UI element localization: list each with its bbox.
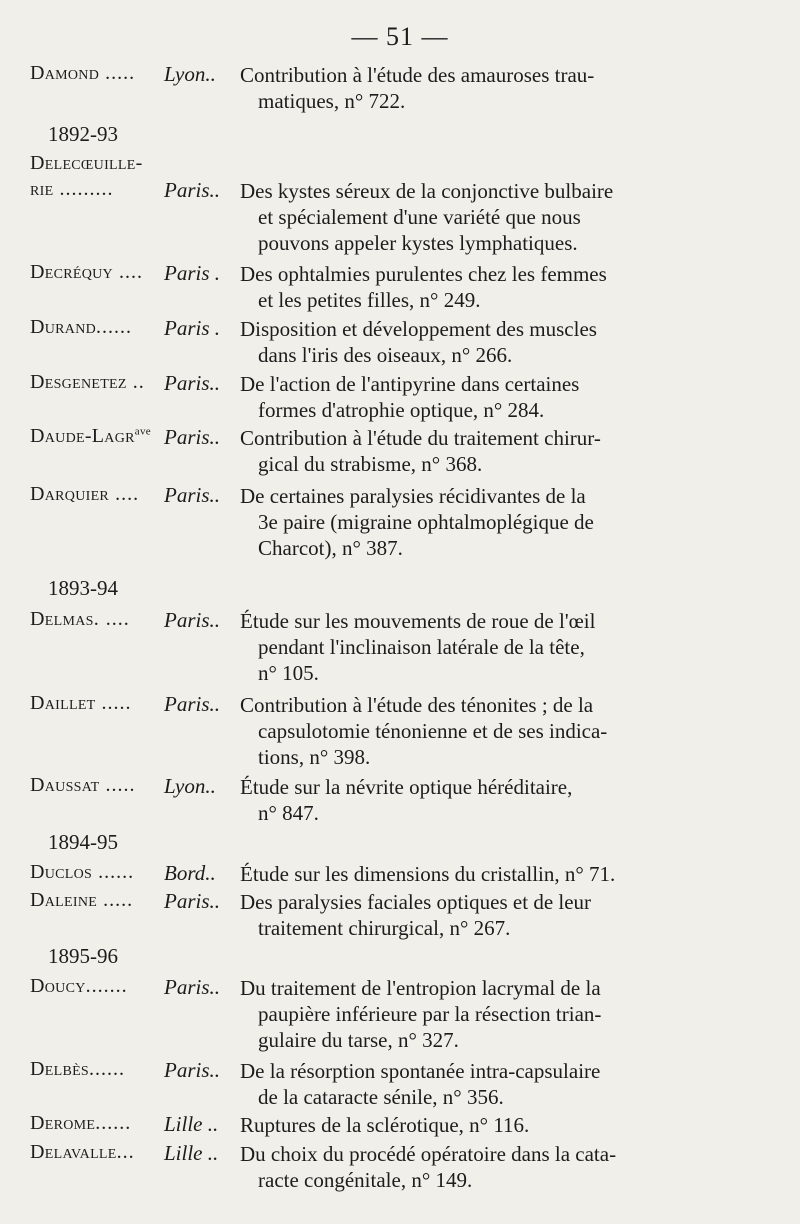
author-city: Paris.. [164,889,221,913]
author-name: Daillet [30,692,96,714]
author-city: Bord.. [164,861,216,885]
author-name: Delmas [30,608,94,630]
author-city: Paris.. [164,483,221,507]
thesis-title: Des kystes séreux de la conjonctive bulbaire et spécialement d'une variété que nous pouvons appeler kystes lymphatiques. [240,179,614,255]
author-city: Lyon.. [164,774,216,798]
author-name: Durand [30,316,97,338]
author-name: Derome [30,1112,96,1134]
thesis-title: Du traitement de l'entropion lacrymal de la paupière inférieure par la résection trian- gulaire du tarse, n° 327. [240,976,602,1052]
author-city: Paris.. [164,1058,221,1082]
author-name: Delecœuille- [30,152,143,174]
year-heading: 1892-93 [48,122,118,146]
author-city: Paris.. [164,425,221,449]
author-city: Paris.. [164,178,221,202]
author-name: Duclos [30,861,93,883]
thesis-title: Contribution à l'étude du traitement chirur- gical du strabisme, n° 368. [240,426,601,476]
author-name: Decréquy [30,261,113,283]
thesis-title: Étude sur la névrite optique héréditaire, n° 847. [240,775,573,825]
thesis-title: Des paralysies faciales optiques et de leur traitement chirurgical, n° 267. [240,890,592,940]
author-city: Paris.. [164,608,221,632]
author-name: Doucy [30,975,86,997]
year-heading: 1895-96 [48,944,118,968]
author-city: Paris . [164,316,221,340]
thesis-title: Contribution à l'étude des ténonites ; de la capsulotomie ténonienne et de ses indica- tions, n° 398. [240,693,608,769]
thesis-list: Damond ..... Lyon.. Contribution à l'étude des amauroses trau- matiques, n° 722. 1892-93 Delecœuille- rie ......... Paris.. Des kystes séreux de la conjonctive bulbaire et spécialement d'une variété que nous pouvons appeler kystes lymphatiques. Decréquy .... Paris . Des ophtalmies purulentes chez les femmes et les petites filles, n° 249. Durand...... Paris . Disposition et développement des muscles dans l'iris des oiseaux, n° 266. Desgenetez .. Paris.. De l'action de l'antipyrine dans certaines formes d'atrophie optique, n° 284. Daude-Lagr$^{ave}$ Paris.. Contribution à l'étude du traitement chirur- gical du strabisme, n° 368. Darquier .... Paris.. De certaines paralysies récidivantes de la 3e paire (migraine ophtalmoplégique de Charcot), n° 387. 1893-94 Delmas. .... Paris.. Étude sur les mouvements de roue de l'œil pendant l'inclinaison latérale de la tête, n° 105. Daillet ..... Paris.. Contribution à l'étude des ténonites ; de la capsulotomie ténonienne et de ses indica- tions, n° 398. Daussat ..... Lyon.. Étude sur la névrite optique héréditaire, n° 847. 1894-95 Duclos ...... Bord.. Étude sur les dimensions du cristallin, n° 71. Daleine ..... Paris.. Des paralysies faciales optiques et de leur traitement chirurgical, n° 267. 1895-96 Doucy....... Paris.. Du traitement de l'entropion lacrymal de la paupière inférieure par la résection trian- gulaire du tarse, n° 327. Delbès...... Paris.. De la résorption spontanée intra-capsulaire de la cataracte sénile, n° 356. Derome...... Lille .. Ruptures de la sclérotique, n° 116. Delavalle... Lille .. Du choix du procédé opératoire dans la cata- racte congénitale, n° 149. [0,0,800,1224]
thesis-title: De l'action de l'antipyrine dans certaines formes d'atrophie optique, n° 284. [240,372,580,422]
author-name: Delavalle [30,1141,117,1163]
year-heading: 1893-94 [48,576,118,600]
author-city: Paris . [164,261,221,285]
author-name: Daleine [30,889,98,911]
author-city: Paris.. [164,371,221,395]
author-name: Desgenetez [30,371,127,393]
thesis-title: Contribution à l'étude des amauroses trau- matiques, n° 722. [240,63,595,113]
author-name: Daussat [30,774,100,796]
thesis-title: Étude sur les mouvements de roue de l'œil pendant l'inclinaison latérale de la tête, n° 105. [240,609,596,685]
author-name: Darquier [30,483,110,505]
thesis-title: Des ophtalmies purulentes chez les femmes et les petites filles, n° 249. [240,262,607,312]
thesis-title: Ruptures de la sclérotique, n° 116. [240,1113,530,1137]
author-name: Damond [30,62,100,84]
thesis-title: Disposition et développement des muscles dans l'iris des oiseaux, n° 266. [240,317,597,367]
author-city: Lille .. [164,1112,219,1136]
author-city: Paris.. [164,975,221,999]
author-name-continued: rie [30,178,54,200]
author-city: Lille .. [164,1141,219,1165]
author-name: Daude-Lagr [30,425,135,447]
author-city: Paris.. [164,692,221,716]
author-name: Delbès [30,1058,90,1080]
year-heading: 1894-95 [48,830,118,854]
thesis-title: Étude sur les dimensions du cristallin, n° 71. [240,862,616,886]
author-city: Lyon.. [164,62,216,86]
thesis-title: De la résorption spontanée intra-capsulaire de la cataracte sénile, n° 356. [240,1059,601,1109]
page-number: — 51 — [351,22,449,51]
thesis-title: Du choix du procédé opératoire dans la cata- racte congénitale, n° 149. [240,1142,617,1192]
thesis-title: De certaines paralysies récidivantes de la 3e paire (migraine ophtalmoplégique de Charcot), n° 387. [240,484,594,560]
